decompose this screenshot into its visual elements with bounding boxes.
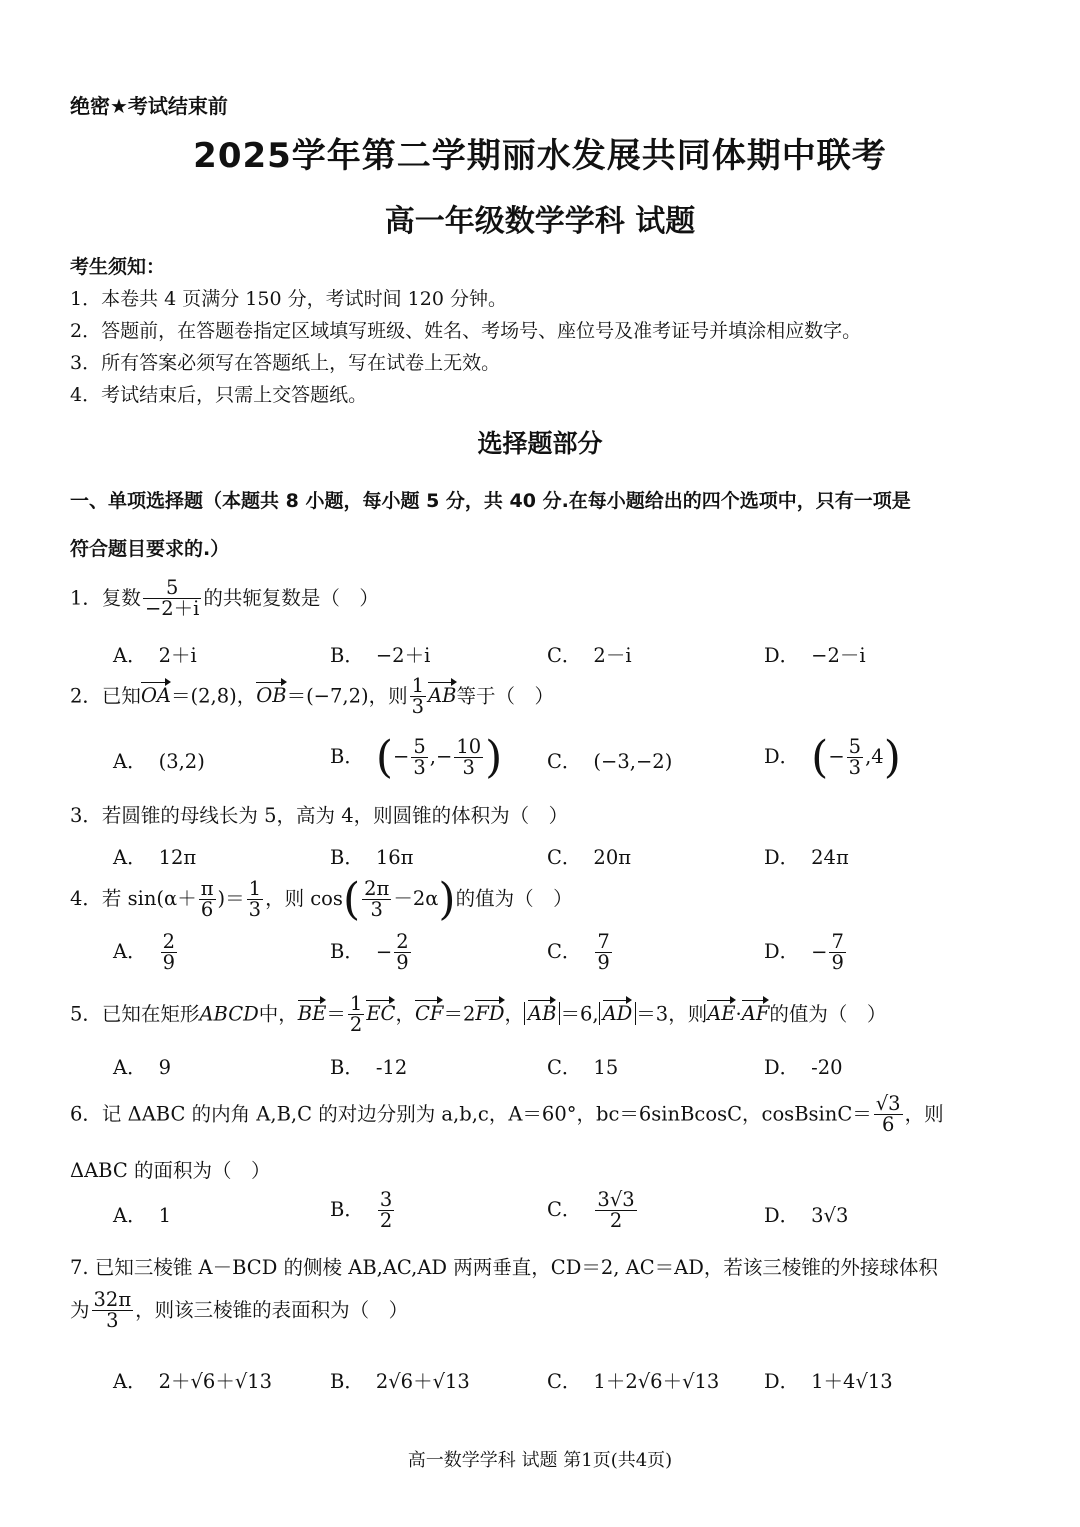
question-7-cont: 为 $\frac{32\pi}{3}$ ，则该三棱锥的表面积为（ ） (70, 1288, 409, 1333)
exam-subtitle: 高一年级数学学科 试题 (384, 204, 696, 239)
q6-option-b[interactable]: B． $\frac{3}{2}$ (330, 1188, 393, 1233)
question-1: 1．复数 $\frac{5}{-2+i}$ 的共轭复数是（ ） (70, 576, 379, 621)
part-one-instructions: 一、单项选择题（本题共 8 小题，每小题 5 分，共 40 分.在每小题给出的四个选项中，只有一项是 (70, 490, 911, 512)
q4-option-d[interactable]: D． − $\frac{7}{9}$ (764, 930, 844, 975)
notice-heading: 考生须知： (70, 256, 166, 278)
q6-option-c[interactable]: C． $\frac{3√3}{2}$ (547, 1188, 635, 1233)
question-2: 2．已知OA＝(2,8)，OB＝(−7,2)，则 $\frac{1}{3}$ AB等于（ ） (70, 674, 555, 719)
q5-option-b[interactable]: B． -12 (330, 1056, 408, 1079)
q1-option-d[interactable]: D． −2－i (764, 644, 866, 667)
section-title: 选择题部分 (477, 429, 603, 458)
question-7: 7. 已知三棱锥 A－BCD 的侧棱 AB,AC,AD 两两垂直，CD＝2, AC＝AD，若该三棱锥的外接球体积 (70, 1256, 938, 1279)
q1-option-a[interactable]: A． 2＋i (113, 644, 197, 667)
q7-option-b[interactable]: B． 2√6＋√13 (330, 1370, 470, 1393)
q5-option-c[interactable]: C． 15 (547, 1056, 619, 1079)
question-6: 6．记 ΔABC 的内角 A,B,C 的对边分别为 a,b,c，A＝60°，bc＝6sinBcosC，cosBsinC＝ $\frac{√3}{6}$ ，则 (70, 1092, 944, 1137)
q2-option-d[interactable]: D． (− $\frac{5}{3}$ ,4) (764, 732, 901, 783)
q7-option-a[interactable]: A． 2＋√6＋√13 (113, 1370, 273, 1393)
fraction: $\frac{5}{-2+i}$ (144, 576, 200, 621)
page-footer: 高一数学学科 试题 第1页(共4页) (407, 1450, 673, 1471)
notice-item: 1．本卷共 4 页满分 150 分，考试时间 120 分钟。 (70, 288, 507, 310)
question-6-cont: ΔABC 的面积为（ ） (70, 1159, 271, 1182)
q4-option-b[interactable]: B． − $\frac{2}{9}$ (330, 930, 409, 975)
q3-option-a[interactable]: A． 12π (113, 846, 197, 869)
q2-option-c[interactable]: C． (−3,−2) (547, 750, 673, 773)
notice-item: 4．考试结束后，只需上交答题纸。 (70, 384, 368, 406)
q3-option-b[interactable]: B． 16π (330, 846, 414, 869)
notice-item: 3．所有答案必须写在答题纸上，写在试卷上无效。 (70, 352, 501, 374)
confidential-label: 绝密★考试结束前 (70, 94, 228, 118)
part-one-instructions-cont: 符合题目要求的.） (70, 538, 230, 560)
q3-option-c[interactable]: C． 20π (547, 846, 632, 869)
q5-option-a[interactable]: A． 9 (113, 1056, 172, 1079)
q5-option-d[interactable]: D． -20 (764, 1056, 843, 1079)
q7-option-d[interactable]: D． 1＋4√13 (764, 1370, 893, 1393)
q3-option-d[interactable]: D． 24π (764, 846, 849, 869)
notice-item: 2．答题前，在答题卷指定区域填写班级、姓名、考场号、座位号及准考证号并填涂相应数字。 (70, 320, 862, 342)
q6-option-a[interactable]: A． 1 (113, 1204, 172, 1227)
question-5: 5．已知在矩形ABCD中，BE＝ $\frac{1}{2}$ EC，CF＝2FD， AB ＝6, AD ＝3，则AE·AF的值为（ ） (70, 992, 887, 1037)
q2-option-b[interactable]: B． (− $\frac{5}{3}$ ,− $\frac{10}{3}$ ) (330, 732, 503, 783)
q1-option-b[interactable]: B． −2＋i (330, 644, 431, 667)
q4-option-c[interactable]: C． $\frac{7}{9}$ (547, 930, 610, 975)
question-4: 4．若 sin(α＋ $\frac{\pi}{6}$ )＝ $\frac{1}{3}$ ，则 cos( $\frac{2\pi}{3}$ －2α)的值为（ ） (70, 874, 573, 925)
q2-option-a[interactable]: A． (3,2) (113, 750, 205, 773)
q1-option-c[interactable]: C． 2－i (547, 644, 632, 667)
q6-option-d[interactable]: D． 3√3 (764, 1204, 849, 1227)
q7-option-c[interactable]: C． 1＋2√6＋√13 (547, 1370, 720, 1393)
question-3: 3．若圆锥的母线长为 5，高为 4，则圆锥的体积为（ ） (70, 804, 569, 827)
exam-title: 2025学年第二学期丽水发展共同体期中联考 (193, 136, 887, 176)
fraction: $\frac{1}{3}$ (411, 674, 425, 719)
q4-option-a[interactable]: A． $\frac{2}{9}$ (113, 930, 176, 975)
